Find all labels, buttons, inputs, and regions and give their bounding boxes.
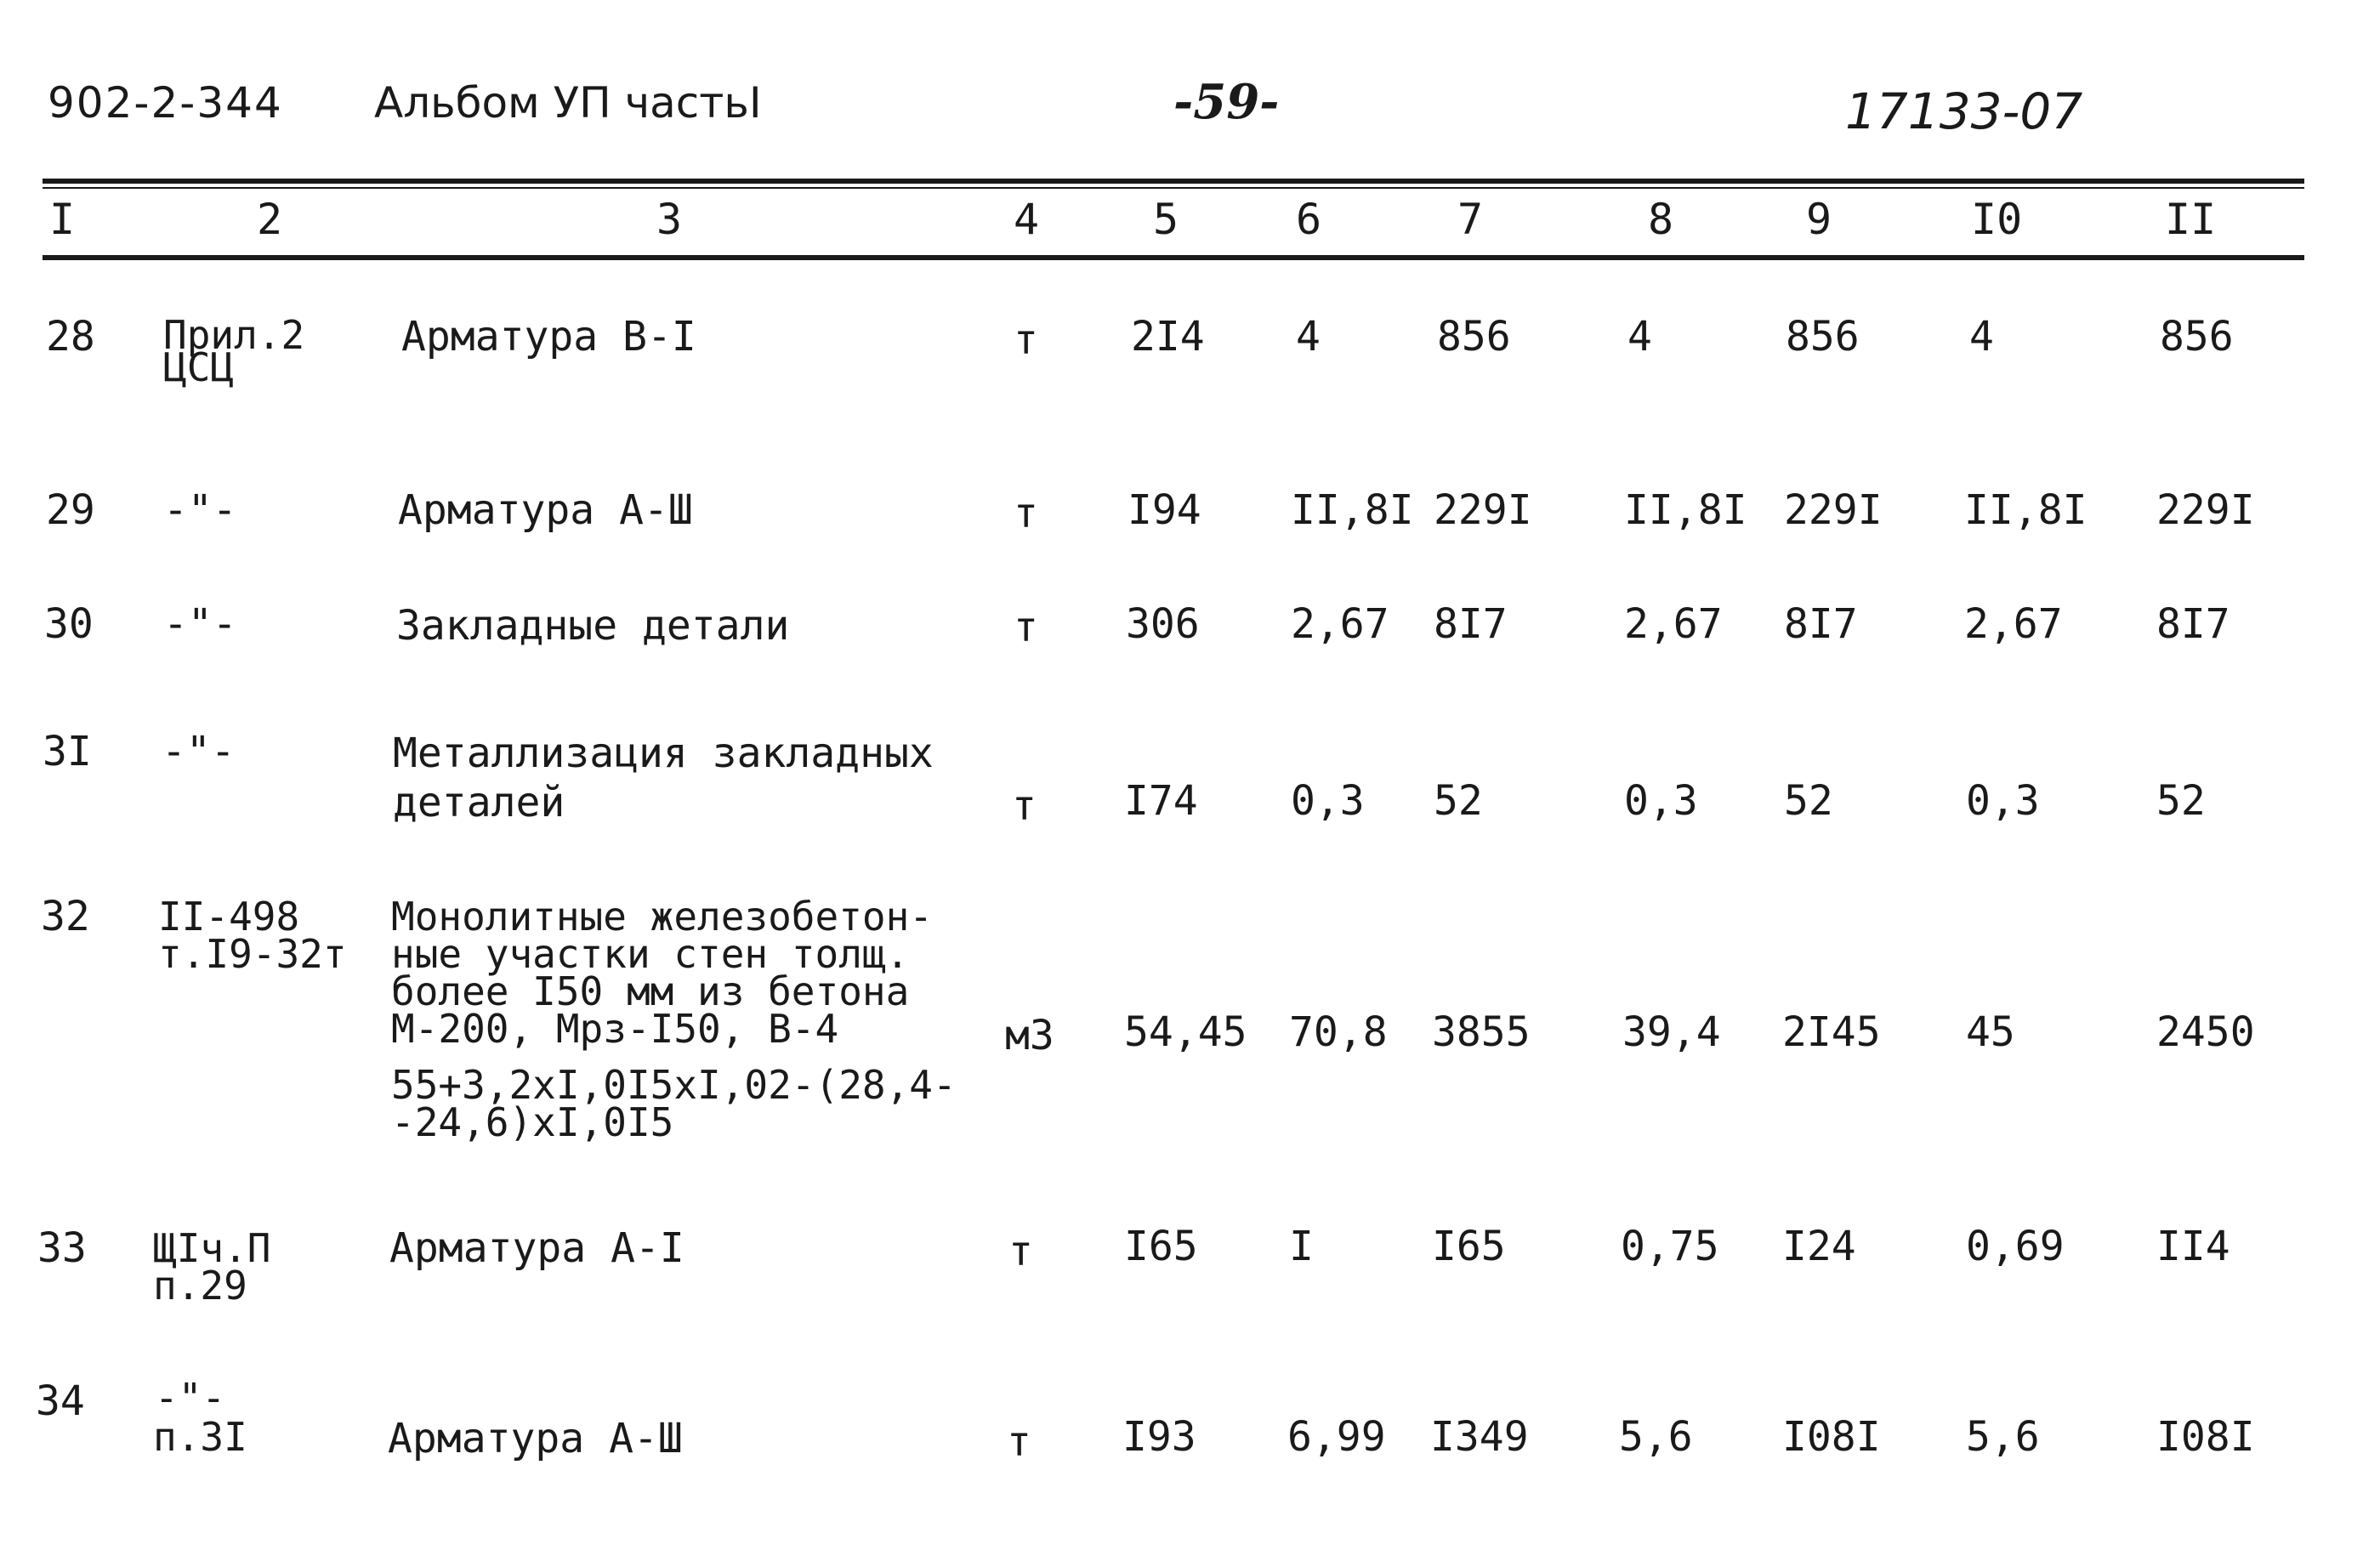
row-col11: 52 (2156, 777, 2206, 825)
row-ref-line: II-498 (158, 894, 300, 940)
row-number: 29 (46, 486, 95, 534)
row-col9: 229I (1784, 486, 1883, 534)
row-col8: 4 (1627, 313, 1652, 361)
row-col5: 2I4 (1131, 313, 1205, 361)
header-rule (43, 255, 2304, 260)
row-col5: I65 (1124, 1223, 1198, 1270)
row-col6: 2,67 (1291, 600, 1389, 648)
row-col8: 39,4 (1622, 1008, 1721, 1056)
row-formula: -24,6)хI,0I5 (391, 1099, 674, 1145)
row-col7: 856 (1437, 313, 1511, 361)
row-name: М-200, Мрз-I50, В-4 (391, 1006, 839, 1052)
row-col10: 45 (1966, 1008, 2015, 1056)
col-header-10: I0 (1971, 195, 2023, 244)
row-ref-line: п.29 (153, 1263, 247, 1309)
row-col5: I74 (1124, 777, 1198, 825)
col-header-1: I (49, 195, 76, 244)
row-col6: 0,3 (1291, 777, 1365, 825)
row-col5: 54,45 (1124, 1008, 1247, 1056)
row-name: Монолитные железобетон- (391, 894, 933, 940)
album-title: Альбом УП частьI (374, 78, 762, 128)
col-header-9: 9 (1806, 195, 1832, 244)
top-rule (43, 179, 2304, 184)
row-col10: 5,6 (1966, 1413, 2040, 1461)
row-col7: I349 (1430, 1413, 1529, 1461)
row-col11: 2450 (2156, 1008, 2255, 1056)
row-ref-line: -"- (163, 486, 237, 534)
row-col9: 52 (1784, 777, 1833, 825)
top-rule-thin (43, 187, 2304, 189)
row-number: 3I (43, 728, 92, 775)
row-name: Арматура А-Ш (398, 486, 693, 534)
row-col8: 0,75 (1621, 1223, 1719, 1270)
row-col6: 4 (1296, 313, 1321, 361)
row-col5: 306 (1126, 600, 1200, 648)
row-ref-line: ЩIч.П (153, 1225, 271, 1271)
doc-number: 17133-07 (1845, 82, 2083, 140)
row-col9: 856 (1786, 313, 1860, 361)
row-col6: II,8I (1291, 486, 1414, 534)
row-unit: т (1014, 316, 1038, 364)
row-col9: I08I (1782, 1413, 1881, 1461)
row-col8: 0,3 (1624, 777, 1698, 825)
row-number: 30 (44, 600, 94, 648)
row-col7: 229I (1434, 486, 1532, 534)
row-col8: 2,67 (1624, 600, 1723, 648)
row-unit: т (1007, 1418, 1031, 1466)
row-col10: 2,67 (1964, 600, 2063, 648)
row-col6: I (1289, 1223, 1314, 1270)
row-name: более I50 мм из бетона (391, 968, 910, 1014)
row-unit: т (1012, 782, 1037, 830)
row-ref-line: -"- (155, 1375, 226, 1421)
col-header-11: II (2165, 195, 2217, 244)
row-unit: т (1014, 490, 1038, 537)
row-col10: 0,3 (1966, 777, 2040, 825)
row-col5: I93 (1122, 1413, 1196, 1461)
row-col11: 229I (2156, 486, 2255, 534)
row-ref-line: -"- (163, 600, 237, 648)
row-col8: II,8I (1624, 486, 1747, 534)
row-name: Закладные детали (396, 602, 790, 650)
row-col9: I24 (1782, 1223, 1856, 1270)
row-col10: 4 (1969, 313, 1994, 361)
row-number: 33 (37, 1224, 87, 1272)
row-col5: I94 (1128, 486, 1201, 534)
row-number: 34 (36, 1377, 85, 1425)
row-ref-line: Прил.2 (163, 312, 305, 358)
row-col7: 52 (1434, 777, 1483, 825)
col-header-7: 7 (1457, 195, 1484, 244)
row-col11: II4 (2156, 1223, 2230, 1270)
row-ref-line: ЦСЦ (163, 344, 235, 390)
row-unit: м3 (1005, 1012, 1054, 1059)
row-col10: 0,69 (1966, 1223, 2065, 1270)
row-col11: I08I (2156, 1413, 2255, 1461)
row-col7: I65 (1432, 1223, 1506, 1270)
col-header-2: 2 (257, 195, 283, 244)
row-name: Арматура А-I (389, 1224, 684, 1272)
row-col9: 8I7 (1784, 600, 1858, 648)
row-name: Арматура В-I (401, 313, 696, 361)
row-ref-line: -"- (162, 728, 236, 775)
row-ref-line: т.I9-32т (158, 931, 347, 977)
col-header-4: 4 (1014, 195, 1040, 244)
col-header-5: 5 (1153, 195, 1179, 244)
row-ref-line: п.3I (153, 1414, 247, 1460)
col-header-3: 3 (656, 195, 683, 244)
row-unit: т (1008, 1228, 1033, 1275)
row-col8: 5,6 (1619, 1413, 1693, 1461)
row-number: 28 (46, 313, 95, 361)
row-col11: 8I7 (2156, 600, 2230, 648)
row-col10: II,8I (1964, 486, 2087, 534)
row-unit: т (1014, 604, 1038, 651)
row-col6: 70,8 (1289, 1008, 1388, 1056)
row-name: ные участки стен толщ. (391, 931, 910, 977)
row-name: деталей (393, 779, 565, 826)
row-name: Металлизация закладных (393, 730, 934, 777)
row-col7: 3855 (1432, 1008, 1531, 1056)
col-header-8: 8 (1648, 195, 1674, 244)
row-col7: 8I7 (1434, 600, 1508, 648)
page-number: -59- (1173, 74, 1280, 130)
row-name: Арматура А-Ш (388, 1415, 683, 1462)
document-code: 902-2-344 (48, 78, 283, 128)
row-col11: 856 (2160, 313, 2234, 361)
row-formula: 55+3,2хI,0I5хI,02-(28,4- (391, 1062, 957, 1108)
row-col6: 6,99 (1287, 1413, 1386, 1461)
col-header-6: 6 (1296, 195, 1322, 244)
row-col9: 2I45 (1782, 1008, 1881, 1056)
row-number: 32 (41, 893, 90, 940)
